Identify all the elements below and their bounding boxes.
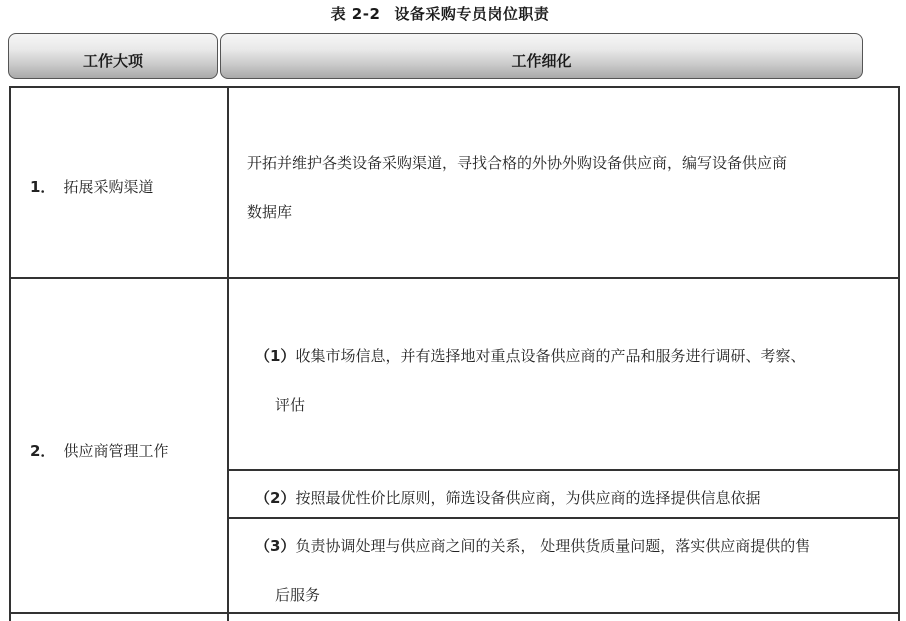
row1-category-label: 拓展采购渠道 (63, 178, 154, 196)
row2-detail-1-line1: 收集市场信息，并有选择地对重点设备供应商的产品和服务进行调研、考察、 (295, 347, 806, 365)
row2-detail-3-line2: 后服务 (275, 586, 321, 604)
row2-detail-1-index: （1） (255, 347, 296, 365)
header-left (8, 33, 218, 79)
row2-detail-1 (255, 332, 805, 430)
row2-detail-3 (255, 522, 810, 620)
header-right (220, 33, 863, 79)
row2-detail-1-line2: 评估 (275, 396, 306, 414)
grid-sub1-bottom (227, 469, 900, 471)
table-caption (0, 3, 880, 24)
table-number: 表 2-2 (330, 5, 381, 23)
row2-category (30, 440, 168, 461)
row2-detail-3-index: （3） (255, 537, 296, 555)
grid-right (898, 86, 900, 621)
row2-detail-2-index: （2） (255, 489, 296, 507)
header-left-label: 工作大项 (82, 51, 143, 70)
row1-category (30, 176, 153, 197)
row2-detail-2 (255, 474, 760, 523)
row1-detail-line2: 数据库 (247, 203, 293, 221)
grid-top (9, 86, 900, 88)
row2-detail-2-line1: 按照最优性价比原则，筛选设备供应商，为供应商的选择提供信息依据 (295, 489, 761, 507)
table-title: 设备采购专员岗位职责 (394, 5, 550, 23)
grid-left (9, 86, 11, 621)
row2-number: 2． (30, 442, 56, 460)
row1-number: 1． (30, 178, 56, 196)
grid-row1-bottom (9, 277, 900, 279)
grid-divider (227, 86, 229, 621)
row2-detail-3-line1: 负责协调处理与供应商之间的关系， 处理供货质量问题，落实供应商提供的售 (295, 537, 811, 555)
row1-detail (247, 139, 787, 237)
row1-detail-line1: 开拓并维护各类设备采购渠道，寻找合格的外协外购设备供应商，编写设备供应商 (247, 154, 788, 172)
row2-category-label: 供应商管理工作 (63, 442, 169, 460)
header-right-label: 工作细化 (511, 51, 572, 70)
